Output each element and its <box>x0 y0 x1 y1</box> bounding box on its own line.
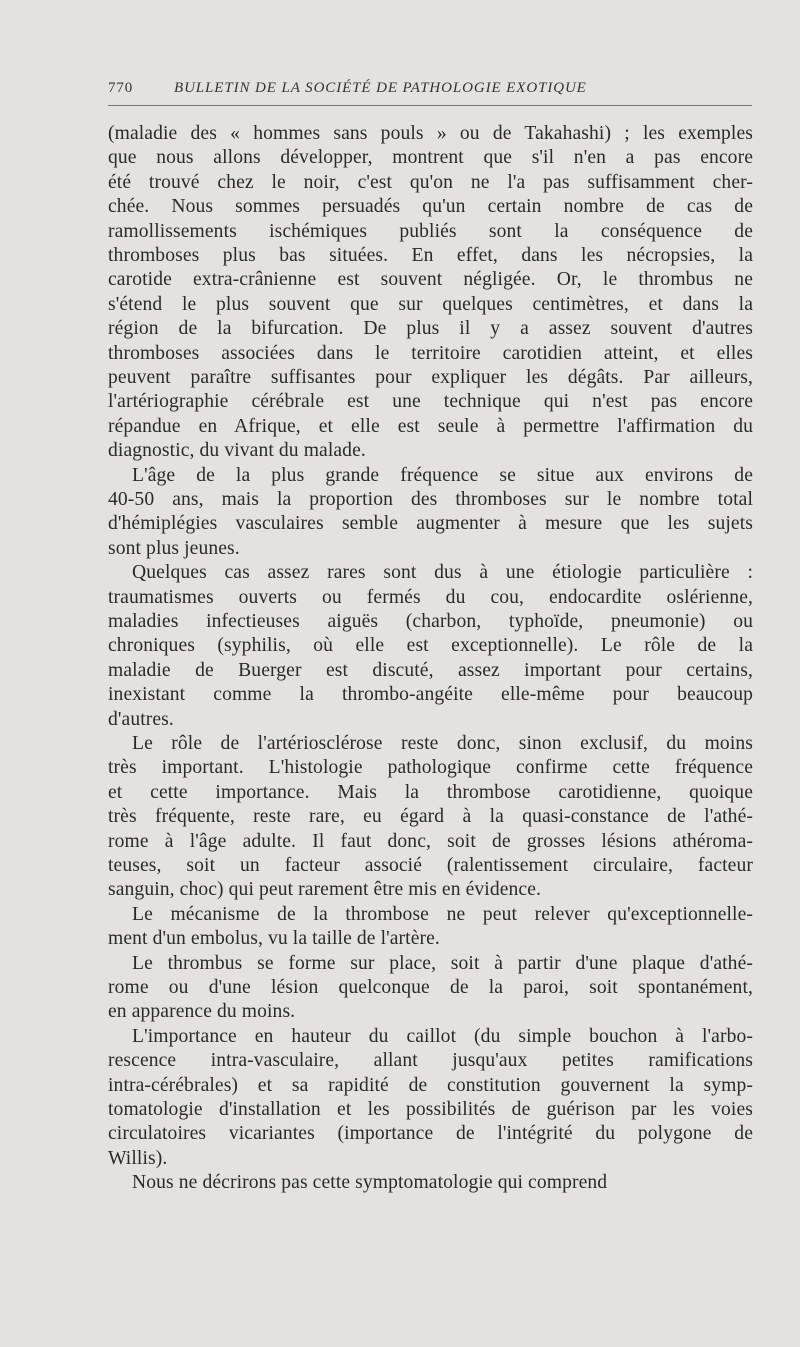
text-line: thromboses plus bas situées. En effet, dans les nécropsies, la <box>108 245 753 266</box>
text-line: maladie de Buerger est discuté, assez important pour certains, <box>108 659 753 681</box>
text-line: l'artériographie cérébrale est une technique qui n'est pas encore <box>108 391 753 413</box>
page-number: 770 <box>108 80 134 96</box>
text-line: circulatoires vicariantes (importance de l'intégrité du polygone de <box>108 1123 753 1145</box>
text-line: rescence intra-vasculaire, allant jusqu'aux petites ramifications <box>108 1050 753 1072</box>
text-line: et cette importance. Mais la thrombose carotidienne, quoique <box>108 781 753 803</box>
text-line: chroniques (syphilis, où elle est exceptionnelle). Le rôle de la <box>108 635 753 657</box>
text-line: peuvent paraître suffisantes pour expliquer les dégâts. Par ailleurs, <box>108 367 753 388</box>
text-line: que nous allons développer, montrent que s'il n'en a pas encore <box>108 147 753 169</box>
text-line: région de la bifurcation. De plus il y a assez souvent d'autres <box>108 318 753 340</box>
text-line: très important. L'histologie pathologique confirme cette fréquence <box>108 757 753 779</box>
text-line: carotide extra-crânienne est souvent négligée. Or, le thrombus ne <box>108 269 753 291</box>
text-line: d'autres. <box>108 708 174 730</box>
text-line: inexistant comme la thrombo-angéite elle-même pour beaucoup <box>108 684 753 706</box>
text-line: en apparence du moins. <box>108 1001 296 1023</box>
text-line: Le thrombus se forme sur place, soit à partir d'une plaque d'athé- <box>132 952 753 974</box>
text-line: maladies infectieuses aiguës (charbon, typhoïde, pneumonie) ou <box>108 611 753 632</box>
text-line: L'âge de la plus grande fréquence se situe aux environs de <box>132 464 753 486</box>
page-header <box>108 80 752 102</box>
text-line: été trouvé chez le noir, c'est qu'on ne l'a pas suffisamment cher- <box>108 171 753 193</box>
running-title: BULLETIN DE LA SOCIÉTÉ DE PATHOLOGIE EXOTIQUE <box>174 80 587 96</box>
text-line: Quelques cas assez rares sont dus à une étiologie particulière : <box>132 562 753 584</box>
header-rule <box>108 105 752 106</box>
text-line: très fréquente, reste rare, eu égard à la quasi-constance de l'athé- <box>108 806 753 828</box>
text-line: L'importance en hauteur du caillot (du simple bouchon à l'arbo- <box>132 1025 753 1047</box>
text-line: tomatologie d'installation et les possibilités de guérison par les voies <box>108 1099 753 1120</box>
text-line: chée. Nous sommes persuadés qu'un certain nombre de cas de <box>108 196 753 218</box>
text-line: (maladie des « hommes sans pouls » ou de Takahashi) ; les exemples <box>108 123 753 144</box>
text-line: traumatismes ouverts ou fermés du cou, endocardite oslérienne, <box>108 586 753 608</box>
text-line: s'étend le plus souvent que sur quelques centimètres, et dans la <box>108 293 753 315</box>
text-line: sont plus jeunes. <box>108 537 240 559</box>
text-line: d'hémiplégies vasculaires semble augmenter à mesure que les sujets <box>108 513 753 535</box>
text-line: 40-50 ans, mais la proportion des thromboses sur le nombre total <box>108 489 753 510</box>
text-line: ment d'un embolus, vu la taille de l'artère. <box>108 928 440 950</box>
text-line: rome à l'âge adulte. Il faut donc, soit de grosses lésions athéroma- <box>108 830 753 852</box>
text-line: sanguin, choc) qui peut rarement être mis en évidence. <box>108 879 542 901</box>
text-line: intra-cérébrales) et sa rapidité de constitution gouvernent la symp- <box>108 1074 753 1096</box>
text-line: diagnostic, du vivant du malade. <box>108 440 366 462</box>
text-line: thromboses associées dans le territoire carotidien atteint, et elles <box>108 342 753 364</box>
text-line: rome ou d'une lésion quelconque de la paroi, soit spontanément, <box>108 977 753 998</box>
text-line: teuses, soit un facteur associé (ralentissement circulaire, facteur <box>108 855 753 876</box>
text-line: ramollissements ischémiques publiés sont la conséquence de <box>108 220 753 242</box>
text-line: Le mécanisme de la thrombose ne peut relever qu'exceptionnelle- <box>132 903 753 925</box>
text-line: répandue en Afrique, et elle est seule à permettre l'affirmation du <box>108 415 753 437</box>
text-line: Le rôle de l'artériosclérose reste donc, sinon exclusif, du moins <box>132 733 753 754</box>
text-line: Nous ne décrirons pas cette symptomatologie qui comprend <box>132 1172 608 1194</box>
text-line: Willis). <box>108 1147 168 1169</box>
